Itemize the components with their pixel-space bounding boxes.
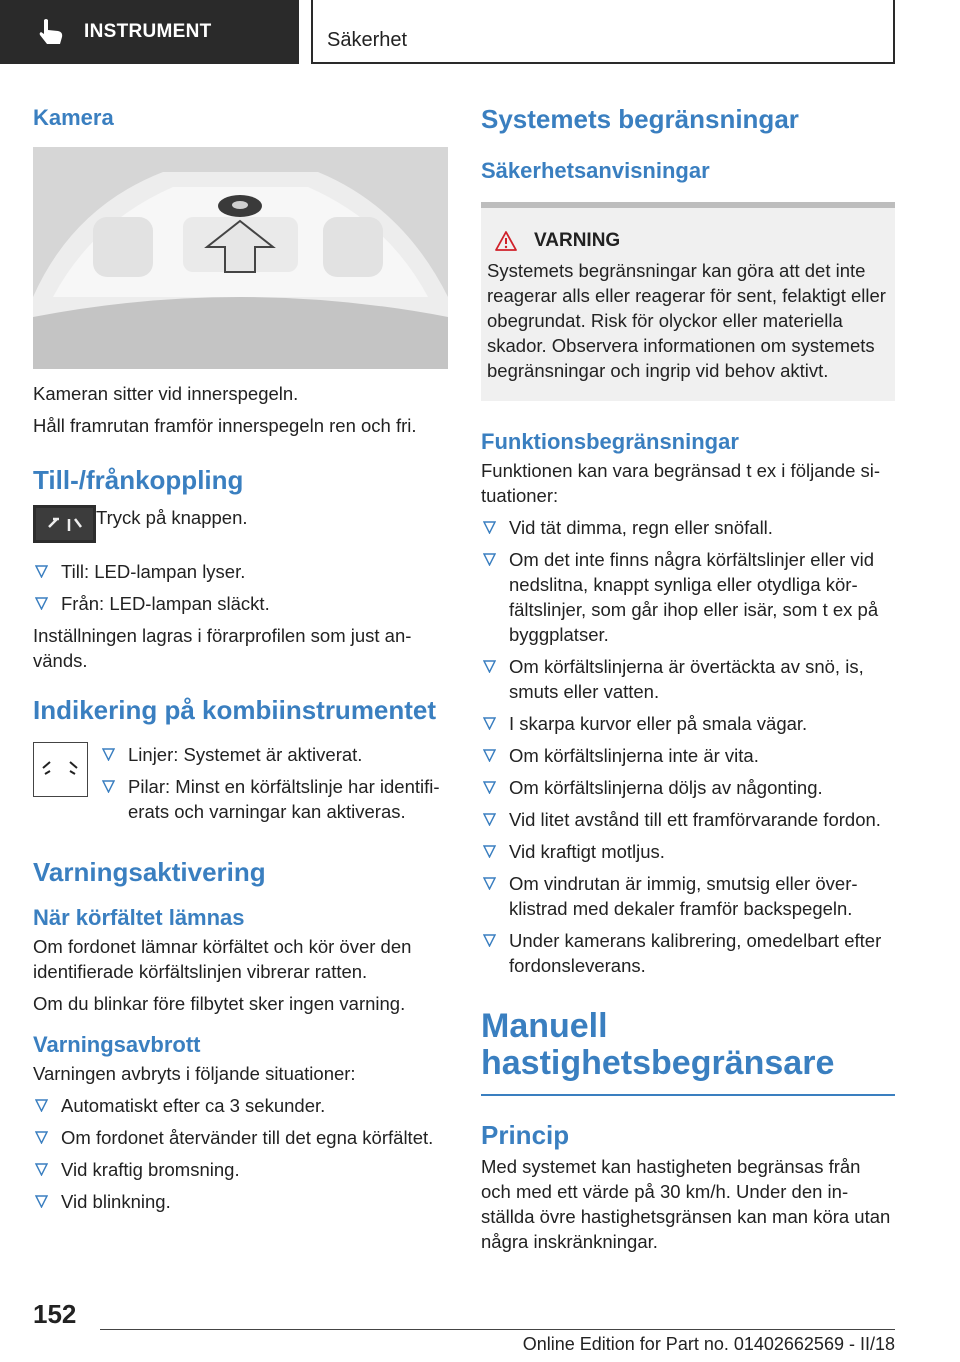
- lane-leave-text-1: Om fordonet lämnar körfältet och kör över den identifierade körfältslinjen vibrerar ratten.: [33, 936, 412, 982]
- abort-text: Varningen avbryts i följande situationer:: [33, 1063, 356, 1084]
- header-section-tab: [0, 0, 299, 64]
- warning-activation-heading: Varningsaktivering: [33, 857, 266, 887]
- list-item: Om det inte finns några körfältslinjer eller vid nedslitna, knappt synliga eller otydliga körfältslinjer, som går ihop eller isär, som t ex på byggplatser.: [481, 547, 895, 647]
- camera-text-1: Kameran sitter vid innerspegeln.: [33, 383, 299, 404]
- warning-triangle-icon: [495, 231, 517, 251]
- list-item: Vid litet avstånd till ett framförvarande fordon.: [481, 807, 895, 832]
- lane-lines-indicator-icon: [33, 742, 88, 797]
- bullet-triangle-icon: [483, 553, 496, 566]
- list-item: Om körfältslinjerna inte är vita.: [481, 743, 895, 768]
- list-item: Vid kraftigt motljus.: [481, 839, 895, 864]
- bullet-triangle-icon: [35, 597, 48, 610]
- principle-text: Med systemet kan hastigheten begränsas från och med ett värde på 30 km/h. Under den inställda övre hastighetsgränsen kan man köra utan några inskränkningar.: [481, 1156, 891, 1252]
- list-item: Om körfältslinjerna döljs av någonting.: [481, 775, 895, 800]
- section-divider: [481, 1094, 895, 1096]
- bullet-triangle-icon: [483, 660, 496, 673]
- page-number: 152: [33, 1299, 77, 1329]
- header-chapter-label: Säkerhet: [327, 29, 408, 51]
- abort-heading: Varningsavbrott: [33, 1032, 201, 1057]
- toggle-note: Inställningen lagras i förarprofilen som just används.: [33, 625, 412, 671]
- list-item: Om vindrutan är immig, smutsig eller överklistrad med dekaler framför backspegeln.: [481, 871, 895, 921]
- safety-heading: Säkerhetsanvisningar: [481, 158, 710, 183]
- list-item: I skarpa kurvor eller på smala vägar.: [481, 711, 895, 736]
- header-section-label: INSTRUMENT: [84, 21, 212, 42]
- bullet-triangle-icon: [483, 749, 496, 762]
- bullet-triangle-icon: [102, 748, 115, 761]
- indication-list: [100, 742, 448, 824]
- list-item: Automatiskt efter ca 3 sekunder.: [33, 1093, 448, 1118]
- bullet-triangle-icon: [483, 521, 496, 534]
- bullet-triangle-icon: [483, 813, 496, 826]
- list-item: Vid kraftig bromsning.: [33, 1157, 448, 1182]
- footer-edition: Online Edition for Part no. 01402662569 - II/18: [522, 1334, 895, 1354]
- camera-location-photo: [33, 147, 448, 369]
- warning-title: VARNING: [487, 228, 888, 254]
- abort-list: [33, 1093, 448, 1214]
- bullet-triangle-icon: [102, 780, 115, 793]
- header-chapter-box: [311, 0, 895, 64]
- function-limits-heading: Funktionsbegränsningar: [481, 429, 739, 454]
- list-item: Från: LED-lampan släckt.: [33, 591, 448, 616]
- toggle-heading: Till-/frånkoppling: [33, 465, 244, 495]
- lane-leave-text-2: Om du blinkar före filbytet sker ingen varning.: [33, 993, 406, 1014]
- list-item: Linjer: Systemet är aktiverat.: [100, 742, 448, 767]
- limits-heading: Systemets begränsningar: [481, 104, 799, 134]
- list-item: Till: LED-lampan lyser.: [33, 559, 448, 584]
- camera-text-2: Håll framrutan framför innerspegeln ren och fri.: [33, 415, 417, 436]
- warning-text: Systemets begränsningar kan göra att det inte reagerar alls eller reagerar för sent, felaktigt eller obegrundat. Risk för olyckor eller materiella skador. Observera informationen om systemets begränsningar och ingrip vid behov aktivt.: [487, 260, 886, 381]
- indication-heading: Indikering på kombiinstrumentet: [33, 695, 437, 725]
- left-column: [33, 96, 448, 1214]
- footer-rule: [100, 1329, 895, 1330]
- function-limits-list: [481, 515, 895, 978]
- camera-heading: Kamera: [33, 105, 114, 130]
- manual-limiter-heading: Manuell hastighetsbegränsare: [481, 1007, 835, 1082]
- list-item: Om körfältslinjerna är övertäckta av snö, is, smuts eller vatten.: [481, 654, 895, 704]
- principle-heading: Princip: [481, 1120, 570, 1150]
- hand-pointer-icon: [38, 18, 64, 46]
- bullet-triangle-icon: [35, 1099, 48, 1112]
- lane-assist-button-icon: [33, 505, 96, 543]
- bullet-triangle-icon: [483, 717, 496, 730]
- toggle-instruction: [33, 505, 448, 543]
- list-item: Vid blinkning.: [33, 1189, 448, 1214]
- bullet-triangle-icon: [35, 565, 48, 578]
- list-item: Under kamerans kalibrering, omedelbart efter fordonsleverans.: [481, 928, 895, 978]
- toggle-press-text: Tryck på knappen.: [96, 507, 248, 528]
- lane-leave-heading: När körfältet lämnas: [33, 905, 245, 930]
- bullet-triangle-icon: [483, 781, 496, 794]
- function-limits-text: Funktionen kan vara begränsad t ex i följande situationer:: [481, 460, 881, 506]
- bullet-triangle-icon: [35, 1195, 48, 1208]
- warning-box: [481, 202, 895, 401]
- indication-block: [33, 742, 448, 824]
- toggle-list: [33, 559, 448, 616]
- list-item: Vid tät dimma, regn eller snöfall.: [481, 515, 895, 540]
- bullet-triangle-icon: [35, 1163, 48, 1176]
- right-column: [481, 96, 895, 1254]
- list-item: Om fordonet återvänder till det egna körfältet.: [33, 1125, 448, 1150]
- list-item: Pilar: Minst en körfältslinje har identifierats och varningar kan aktiveras.: [100, 774, 448, 824]
- bullet-triangle-icon: [483, 877, 496, 890]
- bullet-triangle-icon: [483, 934, 496, 947]
- bullet-triangle-icon: [483, 845, 496, 858]
- bullet-triangle-icon: [35, 1131, 48, 1144]
